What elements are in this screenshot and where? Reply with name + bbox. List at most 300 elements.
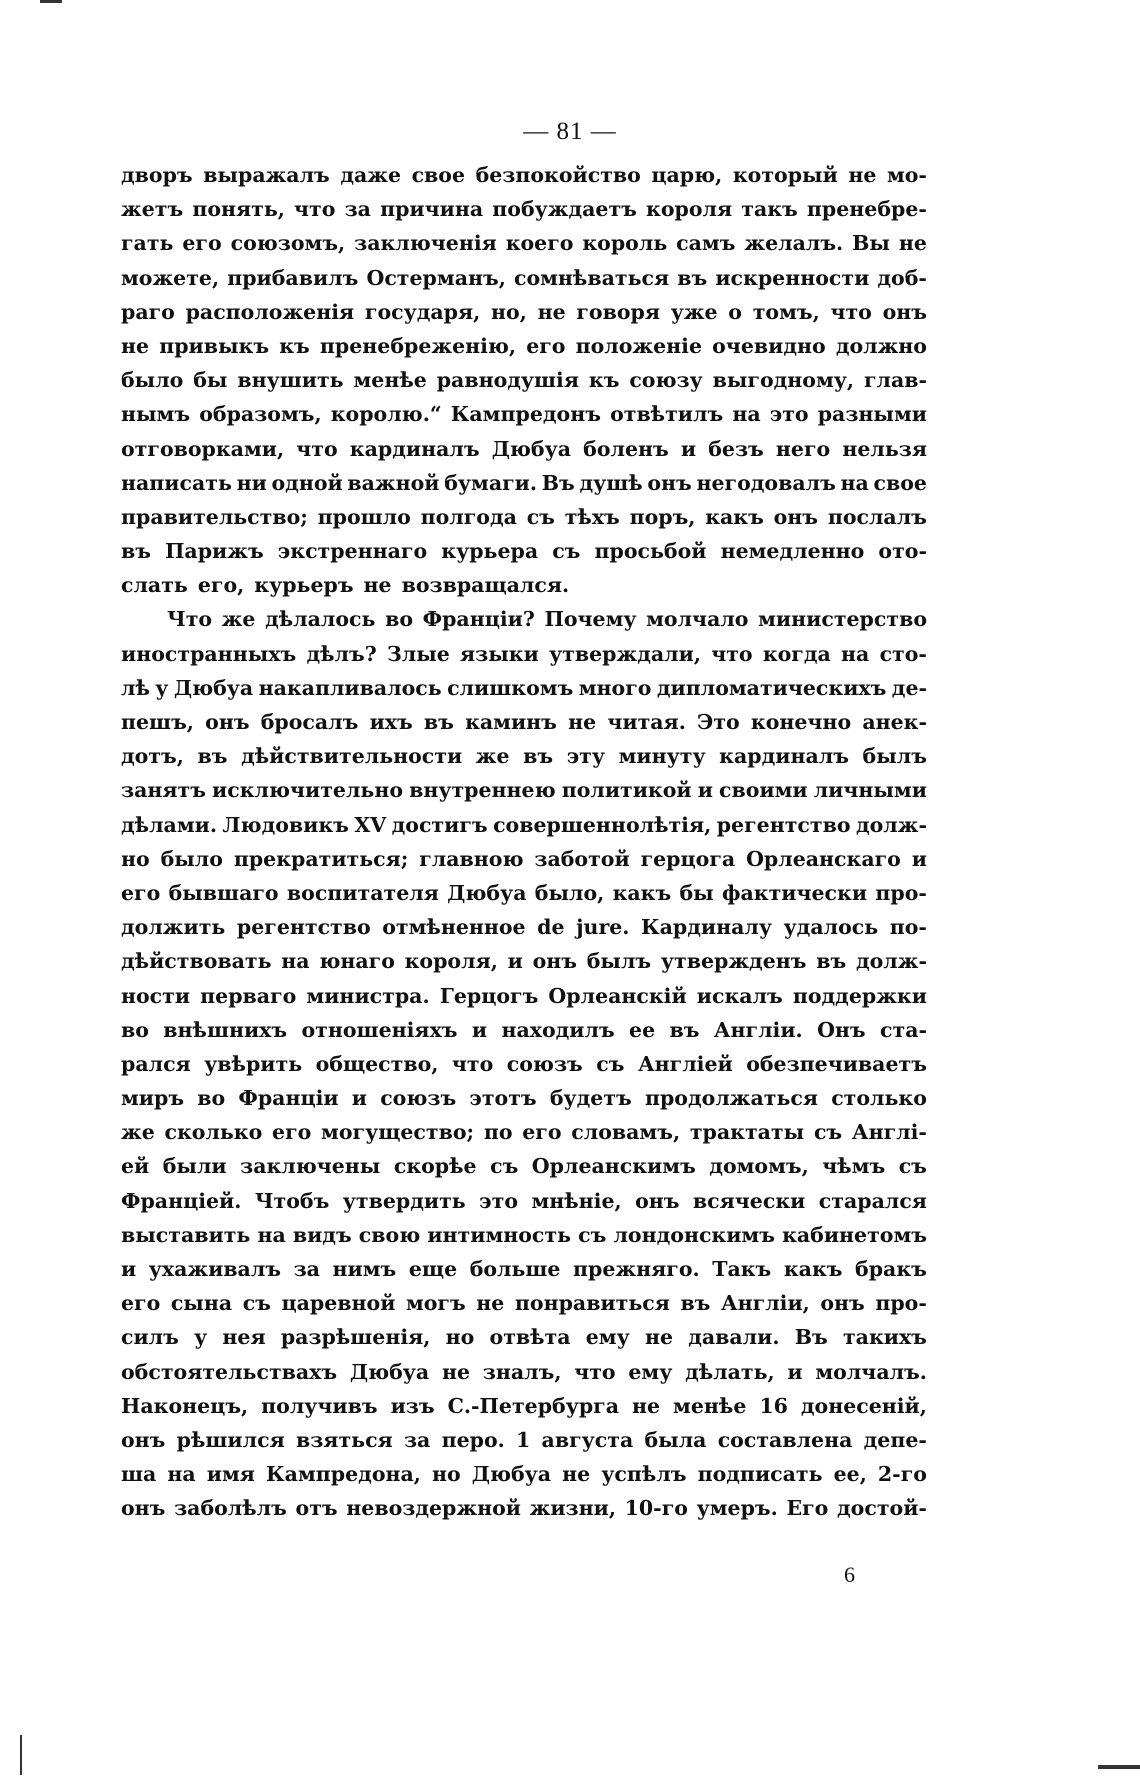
- word: что: [296, 436, 338, 461]
- word: миръ: [121, 1086, 185, 1111]
- word: отмѣненное: [382, 915, 526, 940]
- word: по: [483, 1120, 513, 1145]
- word: понравиться: [514, 1291, 670, 1316]
- word: Его: [786, 1496, 829, 1521]
- text-line: [121, 1218, 927, 1252]
- text-line: [121, 842, 927, 876]
- word: желалъ.: [744, 231, 844, 256]
- word: Это: [697, 710, 740, 734]
- word: прибавилъ: [227, 265, 359, 290]
- text-line: [121, 773, 927, 807]
- text-line: [121, 329, 927, 363]
- word: старался: [818, 1188, 927, 1213]
- word: боленъ: [583, 436, 669, 461]
- word: съ: [898, 1154, 927, 1179]
- text-line: [121, 397, 927, 431]
- word: пешъ,: [121, 710, 194, 734]
- word: политикой: [561, 778, 692, 803]
- word: ни: [236, 470, 267, 495]
- word: юнаго: [319, 949, 395, 974]
- word: ее: [629, 1017, 656, 1042]
- word: де-: [891, 675, 927, 700]
- word: причина: [380, 197, 484, 222]
- word: и: [697, 778, 713, 803]
- word: одной: [271, 470, 343, 495]
- word: Людовикъ: [222, 812, 349, 837]
- word: можете,: [121, 265, 220, 290]
- word: фактически: [722, 880, 868, 905]
- text-line: [121, 568, 927, 602]
- word: ему: [628, 1359, 673, 1384]
- word: его: [526, 333, 566, 358]
- word: молчалъ.: [815, 1359, 927, 1384]
- text-line: [121, 739, 927, 773]
- word: отговорками,: [121, 436, 285, 461]
- word: въ: [121, 539, 151, 564]
- word: не: [441, 1359, 471, 1384]
- word: Англіей: [637, 1051, 733, 1076]
- word: просьбой: [594, 539, 707, 564]
- word: же: [121, 1120, 155, 1145]
- word: Франціи: [238, 1086, 339, 1111]
- word: коего: [505, 231, 574, 256]
- word: который: [732, 163, 838, 187]
- text-line: [121, 192, 927, 226]
- word: домомъ,: [709, 1154, 809, 1179]
- word: достигъ: [391, 812, 488, 837]
- word: дѣлъ?: [306, 641, 377, 666]
- word: своими: [719, 778, 808, 803]
- word: нея: [222, 1325, 266, 1350]
- text-line: [121, 910, 927, 944]
- word: онъ: [647, 470, 692, 495]
- word: главною: [419, 846, 524, 871]
- word: написать: [121, 470, 232, 495]
- word: правительство;: [121, 504, 308, 529]
- word: о: [728, 299, 742, 324]
- word: ей: [121, 1154, 150, 1179]
- word: дворъ: [121, 163, 193, 187]
- word: въ: [680, 1291, 711, 1316]
- word: скорѣе: [393, 1154, 477, 1179]
- word: Въ: [541, 470, 575, 495]
- word: короля,: [404, 949, 498, 974]
- word: этотъ: [469, 1086, 537, 1111]
- word: съ: [813, 1120, 843, 1145]
- word: его: [182, 231, 222, 256]
- word: у: [155, 675, 169, 700]
- word: въ: [677, 265, 708, 290]
- text-line: [121, 637, 927, 671]
- word: ото-: [878, 539, 927, 564]
- word: положеніе: [575, 333, 703, 358]
- word: ихъ: [369, 710, 413, 734]
- word: Англіи.: [713, 1017, 803, 1042]
- word: обстоятельствахъ: [121, 1359, 338, 1384]
- word: его,: [197, 573, 245, 598]
- word: больше: [469, 1257, 561, 1281]
- word: достой-: [837, 1496, 927, 1521]
- word: пренебреженію,: [319, 333, 517, 358]
- word: онъ: [773, 504, 819, 529]
- text-line: [121, 1149, 927, 1183]
- text-line: [121, 432, 927, 466]
- text-line: [121, 1457, 927, 1491]
- word: онъ: [882, 299, 927, 324]
- word: такихъ: [842, 1325, 927, 1350]
- word: побуждаетъ: [492, 197, 637, 222]
- word: не: [898, 231, 927, 256]
- word: когда: [762, 641, 831, 666]
- word: разрѣшенія,: [280, 1325, 431, 1350]
- word: душѣ: [579, 470, 643, 495]
- word: Дюбуа: [349, 1359, 430, 1384]
- word: какъ: [612, 880, 672, 905]
- word: утверждали,: [549, 641, 701, 666]
- word: гать: [121, 231, 174, 256]
- text-line: [121, 1423, 927, 1457]
- word: доб-: [877, 265, 927, 290]
- word: Что: [167, 607, 213, 632]
- word: ухаживалъ: [148, 1257, 282, 1281]
- text-line: [121, 1286, 927, 1320]
- word: же: [221, 607, 256, 632]
- word: языки: [460, 641, 539, 666]
- text-line: [121, 158, 927, 192]
- word: было: [160, 846, 223, 871]
- word: на: [167, 1462, 196, 1487]
- word: не: [476, 1291, 505, 1316]
- word: находилъ: [501, 1017, 615, 1042]
- word: дѣлать,: [685, 1359, 775, 1384]
- word: не: [562, 1462, 591, 1487]
- word: дѣйствительности: [241, 744, 463, 769]
- word: Дюбуа: [447, 880, 527, 905]
- word: полгода: [420, 504, 517, 529]
- word: лондонскимъ: [613, 1222, 775, 1247]
- word: но: [121, 846, 150, 871]
- word: кардиналъ: [349, 436, 480, 461]
- word: были: [162, 1154, 227, 1179]
- word: чѣмъ: [822, 1154, 886, 1179]
- word: невоздержной: [346, 1496, 521, 1521]
- word: Кампредонъ: [450, 402, 601, 427]
- word: послалъ: [827, 504, 927, 529]
- word: еще: [408, 1257, 458, 1281]
- word: съ: [242, 1291, 271, 1316]
- word: не: [644, 1325, 673, 1350]
- word: расположенія: [185, 299, 355, 324]
- word: королю.“: [330, 402, 442, 427]
- word: Почему: [544, 607, 637, 632]
- word: было,: [534, 880, 605, 905]
- word: экстреннаго: [277, 539, 428, 564]
- word: мо-: [886, 163, 927, 187]
- word: царю,: [651, 163, 723, 187]
- word: что: [451, 1051, 494, 1076]
- word: возвращался.: [401, 573, 570, 598]
- word: подписать: [697, 1462, 823, 1487]
- word: на: [281, 949, 310, 974]
- word: у: [194, 1325, 208, 1350]
- word: бракъ: [855, 1257, 927, 1281]
- word: союзу: [629, 368, 703, 393]
- text-line: [121, 671, 927, 705]
- word: мнѣніе,: [531, 1188, 622, 1213]
- word: что: [294, 197, 336, 222]
- text-line: [121, 261, 927, 295]
- word: но: [445, 1325, 475, 1350]
- word: Чтобъ: [254, 1188, 330, 1213]
- word: разными: [817, 402, 927, 427]
- word: король: [582, 231, 668, 256]
- word: XV: [354, 812, 387, 837]
- text-line: [121, 295, 927, 329]
- word: и: [351, 1086, 367, 1111]
- word: менѣе: [353, 368, 427, 393]
- word: 1: [516, 1427, 531, 1452]
- word: что: [574, 1359, 616, 1384]
- word: должить: [121, 915, 226, 940]
- word: понять,: [192, 197, 285, 222]
- word: дѣлалось: [265, 607, 376, 632]
- word: читая.: [607, 710, 686, 734]
- word: за: [403, 1427, 431, 1452]
- word: это: [479, 1188, 518, 1213]
- word: же: [475, 744, 510, 769]
- word: нимъ: [332, 1257, 397, 1281]
- word: его: [522, 1120, 562, 1145]
- word: Франціей.: [121, 1188, 242, 1213]
- word: въ: [816, 949, 847, 974]
- word: ша: [121, 1462, 157, 1487]
- word: много: [578, 675, 652, 700]
- word: Вы: [852, 231, 890, 256]
- word: даже: [340, 163, 402, 187]
- word: поддержки: [792, 983, 927, 1008]
- scan-edge-mark-bottom-left: [20, 1735, 22, 1775]
- word: важной: [347, 470, 440, 495]
- word: кардиналъ: [719, 744, 849, 769]
- text-line: [121, 1320, 927, 1354]
- word: Злые: [386, 641, 450, 666]
- word: прежняго.: [573, 1257, 700, 1281]
- word: во: [385, 607, 413, 632]
- word: сына: [170, 1291, 233, 1316]
- word: не: [537, 299, 566, 324]
- word: заключенія: [354, 231, 497, 256]
- text-line: [121, 944, 927, 978]
- word: могъ: [405, 1291, 466, 1316]
- word: искалъ: [696, 983, 783, 1008]
- word: привыкъ: [159, 333, 270, 358]
- word: дѣйствовать: [121, 949, 272, 974]
- word: онъ: [121, 1496, 166, 1521]
- word: перо.: [441, 1427, 505, 1452]
- word: негодовалъ: [696, 470, 836, 495]
- word: было: [121, 368, 184, 393]
- word: накапливалось: [258, 675, 442, 700]
- body-text: [121, 158, 927, 1526]
- word: него: [775, 436, 831, 461]
- text-line: [121, 1081, 927, 1115]
- word: регентство: [716, 812, 851, 837]
- word: воспитателя: [286, 880, 439, 905]
- word: прекратиться;: [233, 846, 409, 871]
- word: взяться: [295, 1427, 393, 1452]
- word: отвѣтилъ: [610, 402, 724, 427]
- word: къ: [588, 368, 620, 393]
- word: искренности: [715, 265, 870, 290]
- word: не: [568, 710, 597, 734]
- word: какъ: [783, 1257, 843, 1281]
- word: въ: [523, 744, 554, 769]
- word: Дюбуа: [471, 1462, 552, 1487]
- word: уже: [670, 299, 718, 324]
- word: безъ: [708, 436, 764, 461]
- word: курьеръ: [254, 573, 354, 598]
- word: зналъ,: [482, 1359, 562, 1384]
- text-line: [121, 466, 927, 500]
- word: долж-: [855, 812, 927, 837]
- word: немедленно: [720, 539, 865, 564]
- text-line: [121, 1491, 927, 1525]
- word: 16: [759, 1393, 788, 1418]
- word: всячески: [692, 1188, 806, 1213]
- word: имя: [206, 1462, 255, 1487]
- word: выгодному,: [712, 368, 855, 393]
- word: герцога: [640, 846, 736, 871]
- word: равнодушія: [436, 368, 579, 393]
- word: увѣрить: [204, 1051, 303, 1076]
- word: за: [344, 197, 371, 222]
- word: его: [121, 880, 161, 905]
- word: внутреннею: [409, 778, 556, 803]
- word: Кампредона,: [266, 1462, 421, 1487]
- word: онъ: [820, 1291, 865, 1316]
- word: и: [911, 846, 927, 871]
- word: короля: [646, 197, 733, 222]
- word: выражалъ: [203, 163, 330, 187]
- word: внѣшнихъ: [163, 1017, 288, 1042]
- word: и: [507, 949, 523, 974]
- word: эту: [566, 744, 606, 769]
- word: но: [432, 1462, 461, 1487]
- word: продолжаться: [644, 1086, 818, 1111]
- word: заболѣлъ: [174, 1496, 287, 1521]
- word: была: [644, 1427, 707, 1452]
- word: сколько: [164, 1120, 263, 1145]
- word: союзомъ,: [230, 231, 346, 256]
- word: Англіи,: [720, 1291, 810, 1316]
- word: что: [830, 299, 872, 324]
- word: давали.: [688, 1325, 780, 1350]
- word: Франціи?: [422, 607, 535, 632]
- word: министра.: [306, 983, 430, 1008]
- scan-edge-mark-top: [40, 0, 62, 3]
- word: свое: [411, 163, 466, 187]
- text-line: [121, 363, 927, 397]
- word: съ: [490, 1154, 519, 1179]
- word: Парижъ: [165, 539, 264, 564]
- word: на: [732, 402, 761, 427]
- word: на: [257, 1222, 286, 1247]
- word: Дюбуа: [491, 436, 572, 461]
- word: не: [121, 333, 150, 358]
- word: слать: [121, 573, 188, 598]
- word: трактаты: [689, 1120, 805, 1145]
- word: С.-Петербурга: [447, 1393, 620, 1418]
- word: ста-: [880, 1017, 927, 1042]
- word: выставить: [121, 1222, 251, 1247]
- word: бывшаго: [168, 880, 279, 905]
- word: августа: [541, 1427, 634, 1452]
- word: онъ: [635, 1188, 680, 1213]
- word: жетъ: [121, 197, 184, 222]
- word: не: [848, 163, 877, 187]
- word: Кардиналу: [641, 915, 772, 940]
- word: умеръ.: [696, 1496, 778, 1521]
- word: каминъ: [465, 710, 557, 734]
- word: не: [363, 573, 392, 598]
- word: словамъ,: [571, 1120, 681, 1145]
- word: отвѣта: [489, 1325, 571, 1350]
- word: томъ,: [752, 299, 820, 324]
- word: минуту: [618, 744, 706, 769]
- word: свою: [358, 1222, 421, 1247]
- word: царевной: [281, 1291, 396, 1316]
- word: удалось: [783, 915, 879, 940]
- word: его: [121, 1291, 161, 1316]
- word: слишкомъ: [447, 675, 574, 700]
- word: не: [632, 1393, 661, 1418]
- word: былъ: [862, 744, 927, 769]
- page-number: — 81 —: [523, 118, 617, 145]
- word: въ: [423, 710, 454, 734]
- word: Остерманъ,: [366, 265, 506, 290]
- word: личными: [813, 778, 927, 803]
- word: бы: [193, 368, 228, 393]
- word: jure.: [576, 915, 630, 940]
- word: обезпечиваетъ: [746, 1051, 927, 1076]
- text-line: [121, 226, 927, 260]
- word: министерство: [758, 607, 927, 632]
- word: это: [769, 402, 809, 427]
- text-line: [121, 1047, 927, 1081]
- word: Онъ: [817, 1017, 866, 1042]
- text-line: [121, 602, 927, 636]
- word: дотъ,: [121, 744, 184, 769]
- word: къ: [279, 333, 310, 358]
- word: отъ: [295, 1496, 338, 1521]
- word: утвердить: [342, 1188, 466, 1213]
- word: и: [680, 436, 697, 461]
- word: государя,: [364, 299, 481, 324]
- word: глав-: [863, 368, 927, 393]
- word: прошло: [317, 504, 411, 529]
- word: онъ: [532, 949, 577, 974]
- word: очевидно: [712, 333, 826, 358]
- word: бы: [679, 880, 714, 905]
- word: онъ: [205, 710, 250, 734]
- word: Наконецъ,: [121, 1393, 249, 1418]
- word: съ: [552, 539, 581, 564]
- word: столько: [831, 1086, 927, 1111]
- word: изъ: [390, 1393, 435, 1418]
- word: въ: [669, 1017, 700, 1042]
- word: заключены: [240, 1154, 381, 1179]
- word: образомъ,: [199, 402, 322, 427]
